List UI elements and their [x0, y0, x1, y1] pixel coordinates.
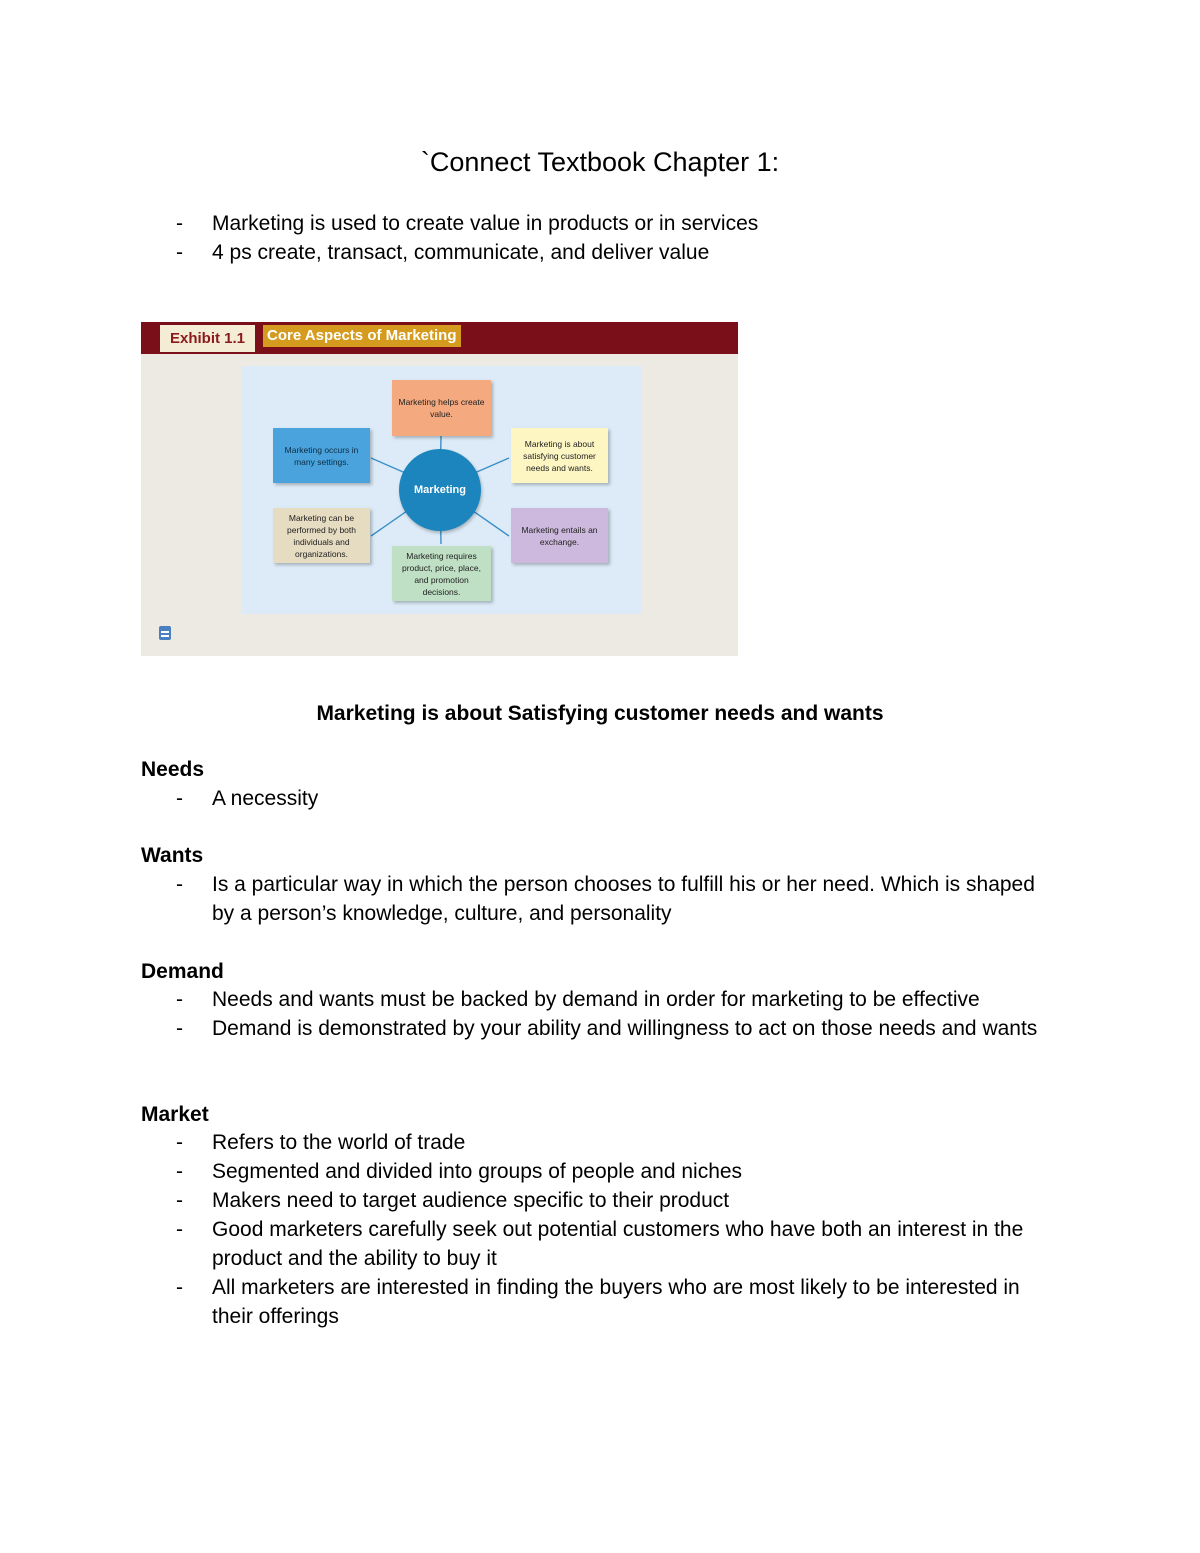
market-bullet-text: Makers need to target audience specific to their product: [212, 1189, 730, 1212]
node-individuals-organizations: Marketing can be performed by both individuals and organizations.: [273, 508, 370, 563]
exhibit-header-bar: [141, 322, 738, 354]
bullet-dash: -: [176, 212, 183, 235]
section-heading-demand: Demand: [141, 960, 224, 983]
bullet-dash: -: [176, 787, 183, 810]
bullet-dash: -: [176, 1276, 183, 1299]
node-four-ps: Marketing requires product, price, place, and promotion decisions.: [392, 546, 491, 601]
market-bullet: [0, 1186, 1062, 1215]
exhibit-label: Exhibit 1.1: [160, 325, 255, 352]
market-bullet-text: Refers to the world of trade: [212, 1131, 466, 1154]
bullet-dash: -: [176, 1017, 183, 1040]
intro-bullet-text: Marketing is used to create value in products or in services: [212, 212, 759, 235]
intro-bullet-text: 4 ps create, transact, communicate, and deliver value: [212, 241, 710, 264]
subheading: Marketing is about Satisfying customer needs and wants: [316, 702, 884, 725]
bullet-dash: -: [176, 873, 183, 896]
bullet-dash: -: [176, 1131, 183, 1154]
bullet-dash: -: [176, 1189, 183, 1212]
intro-bullet-list: [0, 209, 1062, 267]
needs-bullet-text: A necessity: [212, 787, 319, 810]
bullet-dash: -: [176, 988, 183, 1011]
bullet-dash: -: [176, 1218, 183, 1241]
needs-bullet: [0, 784, 1062, 813]
document-icon[interactable]: [159, 626, 171, 640]
market-bullet-text: Good marketers carefully seek out potential customers who have both an interest in the product and the ability to buy it: [212, 1218, 1024, 1270]
intro-bullet: [0, 209, 1062, 238]
demand-bullet-text: Needs and wants must be backed by demand in order for marketing to be effective: [212, 988, 980, 1011]
wants-bullet-list: [0, 870, 1062, 928]
exhibit-title: Core Aspects of Marketing: [263, 325, 461, 347]
page-title: `Connect Textbook Chapter 1:: [420, 147, 780, 177]
bullet-dash: -: [176, 241, 183, 264]
core-aspects-diagram: [241, 366, 641, 614]
market-bullet-text: Segmented and divided into groups of people and niches: [212, 1160, 743, 1183]
demand-bullet-list: [0, 985, 1062, 1043]
market-bullet: [0, 1157, 1062, 1186]
bullet-dash: -: [176, 1160, 183, 1183]
demand-bullet-text: Demand is demonstrated by your ability and willingness to act on those needs and wants: [212, 1017, 1038, 1040]
market-bullet-list: [0, 1128, 1062, 1331]
node-many-settings: Marketing occurs in many settings.: [273, 428, 370, 483]
wants-bullet: [0, 870, 1062, 928]
intro-bullet: [0, 238, 1062, 267]
wants-bullet-text: Is a particular way in which the person chooses to fulfill his or her need. Which is shaped by a person’s knowledge, culture, and personality: [212, 873, 1035, 925]
node-create-value: Marketing helps create value.: [392, 380, 491, 436]
demand-bullet: [0, 1014, 1062, 1043]
section-heading-wants: Wants: [141, 844, 204, 867]
exhibit-figure: [141, 322, 738, 656]
market-bullet: [0, 1128, 1062, 1157]
node-exchange: Marketing entails an exchange.: [511, 508, 608, 563]
marketing-hub: Marketing: [399, 449, 481, 531]
node-satisfying-needs: Marketing is about satisfying customer needs and wants.: [511, 428, 608, 483]
section-heading-market: Market: [141, 1103, 209, 1126]
demand-bullet: [0, 985, 1062, 1014]
market-bullet-text: All marketers are interested in finding the buyers who are most likely to be interested in their offerings: [212, 1276, 1020, 1328]
needs-bullet-list: [0, 784, 1062, 813]
market-bullet: [0, 1273, 1062, 1331]
section-heading-needs: Needs: [141, 758, 205, 781]
market-bullet: [0, 1215, 1062, 1273]
